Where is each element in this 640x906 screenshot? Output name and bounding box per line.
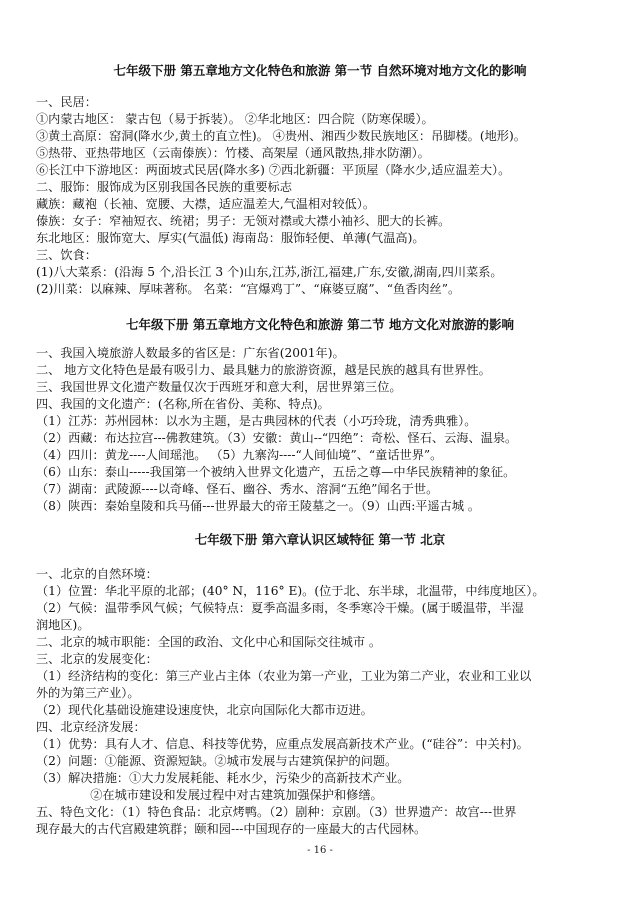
text-line: （1）江苏：苏州园林：以水为主题，是古典园林的代表（小巧玲珑，清秀典雅）。 <box>36 414 477 428</box>
text-line: （2）西藏：布达拉宫---佛教建筑。（3）安徽：黄山--“四绝”：奇松、怪石、云海、温泉。 <box>36 431 518 445</box>
text-line: 一、北京的自然环境： <box>36 567 158 581</box>
section-title: 七年级下册 第五章地方文化特色和旅游 第二节 地方文化对旅游的影响 <box>125 317 515 332</box>
text-line: 外的为第三产业）。 <box>36 686 140 700</box>
text-line: 东北地区：服饰宽大、厚实(气温低) 海南岛：服饰轻便、单薄(气温高)。 <box>36 231 425 245</box>
text-line: 三、我国世界文化遗产数量仅次于西班牙和意大利，居世界第三位。 <box>36 380 402 394</box>
text-line: (2)川菜：以麻辣、厚味著称。 名菜：“宫爆鸡丁”、“麻婆豆腐”、“鱼香肉丝”。 <box>36 282 461 296</box>
text-line: 二、 地方文化特色是最有吸引力、最具魅力的旅游资源，越是民族的越具有世界性。 <box>36 363 491 377</box>
section-2-body <box>36 345 606 515</box>
section-2 <box>0 317 640 333</box>
text-line: 二、北京的城市职能：全国的政治、文化中心和国际交往城市 。 <box>36 635 382 649</box>
text-line: ①内蒙古地区： 蒙古包（易于拆装）。 ②华北地区：四合院（防寒保暖）。 <box>36 112 434 126</box>
text-line: ②在城市建设和发展过程中对古建筑加强保护和修缮。 <box>36 788 383 802</box>
text-line: ⑤热带、亚热带地区（云南傣族）：竹楼、高架屋（通风散热,排水防潮）。 <box>36 146 430 160</box>
text-line: （2）问题：①能源、资源短缺。②城市发展与古建筑保护的问题。 <box>36 754 398 768</box>
section-3-body <box>36 566 606 838</box>
text-line: ⑥长江中下游地区：两面坡式民居(降水多) ⑦西北新疆：平顶屋（降水少,适应温差大）。 <box>36 163 511 177</box>
text-line: （1）位置：华北平原的北部；(40° N，116° E)。(位于北、东半球，北温带，中纬度地区）。 <box>36 584 545 598</box>
text-line: 四、我国的文化遗产：(名称,所在省份、美称、特点)。 <box>36 397 330 411</box>
text-line: 三、北京的发展变化： <box>36 652 158 666</box>
text-line: （2）现代化基础设施建设速度快，北京向国际化大都市迈进。 <box>36 703 373 717</box>
text-line: ③黄土高原：窑洞(降水少,黄土的直立性)。 ④贵州、湘西少数民族地区：吊脚楼。(地形)。 <box>36 129 526 143</box>
section-title: 七年级下册 第五章地方文化特色和旅游 第一节 自然环境对地方文化的影响 <box>113 63 527 78</box>
text-line: 四、北京经济发展： <box>36 720 146 734</box>
text-line: （3）解决措施：①大力发展耗能、耗水少，污染少的高新技术产业。 <box>36 771 410 785</box>
text-line: (1)八大菜系：(沿海 5 个,沿长江 3 个)山东,江苏,浙江,福建,广东,安徽,湖南,四川菜系。 <box>36 265 503 279</box>
text-line: 一、我国入境旅游人数最多的省区是：广东省(2001年)。 <box>36 346 345 360</box>
text-line: 藏族：藏袍（长袖、宽腰、大襟，适应温差大,气温相对较低）。 <box>36 197 376 211</box>
text-line: （1）经济结构的变化：第三产业占主体（农业为第一产业，工业为第二产业，农业和工业以 <box>36 669 532 683</box>
text-line: 现存最大的古代宫殿建筑群；颐和园---中国现存的一座最大的古代园林。 <box>36 822 427 836</box>
text-line: 傣族：女子：窄袖短衣、统裙；男子：无领对襟或大襟小袖衫、肥大的长裤。 <box>36 214 451 228</box>
text-line: （4）四川：黄龙----人间瑶池。 （5）九寨沟----“人间仙境”、“童话世界”。 <box>36 448 443 462</box>
text-line: （7）湖南：武陵源----以奇峰、怪石、幽谷、秀水、溶洞“五绝”闻名于世。 <box>36 482 439 496</box>
text-line: （1）优势：具有人才、信息、科技等优势，应重点发展高新技术产业。(“硅谷”：中关村)。 <box>36 737 529 751</box>
page-number: - 16 - <box>307 845 333 856</box>
text-line: 二、服饰：服饰成为区别我国各民族的重要标志 <box>36 180 292 194</box>
text-line: 五、特色文化：（1）特色食品：北京烤鸭。（2）剧种：京剧。（3）世界遗产：故宫---世界 <box>36 805 517 819</box>
text-line: 一、民居： <box>36 95 97 109</box>
section-3 <box>0 532 640 548</box>
text-line: 三、饮食： <box>36 248 97 262</box>
text-line: （8）陕西：秦始皇陵和兵马俑---世界最大的帝王陵墓之一。（9）山西:平遥古城 。 <box>36 499 481 513</box>
section-1-body <box>36 94 606 298</box>
text-line: 润地区)。 <box>36 618 90 632</box>
text-line: （6）山东：泰山-----我国第一个被纳入世界文化遗产，五岳之尊—中华民族精神的象征。 <box>36 465 516 479</box>
section-1 <box>0 63 640 79</box>
text-line: （2）气候：温带季风气候；气候特点：夏季高温多雨，冬季寒冷干燥。(属于暖温带，半湿 <box>36 601 524 615</box>
section-title: 七年级下册 第六章认识区域特征 第一节 北京 <box>194 532 446 547</box>
